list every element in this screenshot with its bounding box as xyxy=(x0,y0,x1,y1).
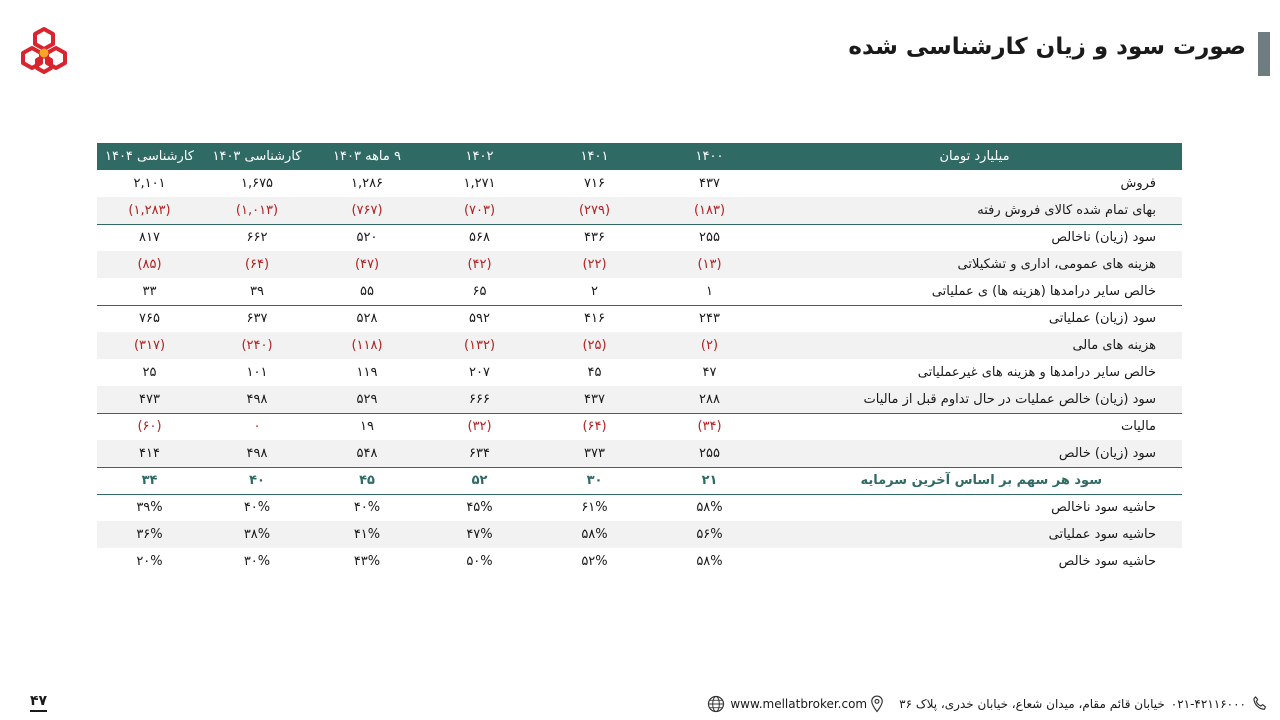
table-cell: ۵۲% xyxy=(581,554,608,569)
table-row xyxy=(97,494,1182,521)
row-label: فروش xyxy=(1120,176,1156,191)
row-label: حاشیه سود عملیاتی xyxy=(1048,527,1156,542)
footer-phone xyxy=(1171,694,1270,714)
footer-address xyxy=(867,694,1171,714)
table-row xyxy=(97,548,1182,575)
table-cell: ۵۵ xyxy=(360,283,374,299)
table-cell: (۲۲) xyxy=(582,257,607,272)
table-cell: ۲۵۵ xyxy=(699,445,720,461)
column-header: میلیارد تومان xyxy=(939,149,1010,164)
table-cell: ۲,۱۰۱ xyxy=(133,176,166,191)
table-cell: ۴۷۳ xyxy=(139,391,160,407)
column-header: ۱۴۰۱ xyxy=(580,149,609,164)
table-cell: ۳۳ xyxy=(142,283,157,299)
table-cell: (۱۸۳) xyxy=(693,202,726,218)
table-cell: ۶۶۲ xyxy=(202,224,312,251)
table-cell: ۵۸% xyxy=(652,494,767,521)
column-header: کارشناسی ۱۴۰۳ xyxy=(212,149,302,164)
table-cell: ۴۰% xyxy=(202,494,312,521)
footer-contact xyxy=(706,692,1270,716)
table-cell: ۳۹% xyxy=(97,494,202,521)
table-cell: ۵۲ xyxy=(422,467,537,494)
table-cell: (۶۴) xyxy=(537,413,652,440)
table-cell: ۴۱% xyxy=(353,527,381,542)
table-cell: ۸۱۷ xyxy=(97,224,202,251)
income-statement-table xyxy=(97,143,1182,575)
column-header: ۱۴۰۲ xyxy=(465,149,494,164)
table-cell: (۶۰) xyxy=(97,413,202,440)
row-label: سود (زیان) خالص xyxy=(1058,445,1156,461)
table-cell: ۳۸% xyxy=(243,527,271,542)
table-cell: ۳۷۳ xyxy=(584,445,605,461)
table-row xyxy=(97,332,1182,359)
page-number: ۴۷ xyxy=(30,692,47,712)
table-row xyxy=(97,305,1182,332)
table-cell: ۱۱۹ xyxy=(356,365,378,380)
page-title: صورت سود و زیان کارشناسی شده xyxy=(848,34,1246,60)
table-row xyxy=(97,278,1182,305)
table-cell: ۲۱ xyxy=(652,467,767,494)
table-cell: ۴۳۶ xyxy=(537,224,652,251)
table-cell: ۶۳۴ xyxy=(469,445,490,461)
table-cell: ۲ xyxy=(591,283,598,299)
table-cell: (۳۱۷) xyxy=(133,338,166,353)
table-cell: ۵۸% xyxy=(581,527,608,542)
table-row xyxy=(97,386,1182,413)
table-row xyxy=(97,440,1182,467)
table-cell: ۵۶% xyxy=(696,527,723,542)
table-cell: (۲۷۹) xyxy=(578,202,611,218)
table-cell: ۴۵ xyxy=(587,365,602,380)
address-text: خیابان قائم مقام، میدان شعاع، خیابان خدری، پلاک ۳۶ xyxy=(899,697,1165,711)
table-cell: ۲۸۸ xyxy=(699,391,720,407)
column-header: کارشناسی ۱۴۰۴ xyxy=(104,149,194,164)
table-cell: ۳۹ xyxy=(250,283,264,299)
table-cell: ۶۶۶ xyxy=(469,391,490,407)
table-cell: ۴۳% xyxy=(353,554,381,569)
table-cell: ۶۵ xyxy=(472,283,487,299)
table-cell: (۶۴) xyxy=(244,257,270,272)
table-cell: ۲۵ xyxy=(142,365,157,380)
table-cell: ۴۳۷ xyxy=(584,391,605,407)
table-cell: ۱۹ xyxy=(312,413,422,440)
column-header: ۱۴۰۰ xyxy=(695,149,724,164)
location-pin-icon xyxy=(867,694,887,714)
globe-icon xyxy=(706,694,726,714)
income-statement-table-wrap xyxy=(97,143,1182,575)
table-cell: (۲) xyxy=(700,338,719,353)
table-cell: (۸۵) xyxy=(137,257,162,272)
table-row xyxy=(97,359,1182,386)
phone-icon xyxy=(1250,694,1270,714)
table-cell: ۴۵ xyxy=(312,467,422,494)
table-cell: ۷۶۵ xyxy=(97,305,202,332)
table-cell: (۴۲) xyxy=(467,257,492,272)
table-row-eps xyxy=(97,467,1182,494)
table-cell: ۷۱۶ xyxy=(584,176,605,191)
table-cell: ۵۲۰ xyxy=(312,224,422,251)
table-cell: ۶۳۷ xyxy=(202,305,312,332)
table-cell: ۶۱% xyxy=(537,494,652,521)
table-row xyxy=(97,521,1182,548)
table-cell: (۴۷) xyxy=(354,257,380,272)
row-label: خالص سایر درامدها و هزینه های غیرعملیاتی xyxy=(917,365,1156,380)
table-cell: ۵۴۸ xyxy=(356,445,378,461)
table-cell: ۴۷% xyxy=(466,527,493,542)
row-label: سود (زیان) عملیاتی xyxy=(767,305,1182,332)
phone-number: ۰۲۱-۴۲۱۱۶۰۰۰ xyxy=(1170,697,1246,711)
table-cell: ۴۱۴ xyxy=(139,445,160,461)
table-cell: ۲۴۳ xyxy=(652,305,767,332)
table-row xyxy=(97,224,1182,251)
table-cell: ۵۶۸ xyxy=(422,224,537,251)
table-row xyxy=(97,251,1182,278)
table-cell: ۴۵% xyxy=(422,494,537,521)
table-cell: ۰ xyxy=(202,413,312,440)
table-cell: (۱۳۲) xyxy=(463,338,496,353)
table-cell: ۴۳۷ xyxy=(699,176,720,191)
table-cell: ۳۴ xyxy=(97,467,202,494)
table-cell: (۱۳) xyxy=(697,257,722,272)
table-row xyxy=(97,197,1182,224)
row-label: سود هر سهم بر اساس آخرین سرمایه xyxy=(767,467,1182,494)
table-cell: (۱,۲۸۳) xyxy=(128,202,171,218)
row-label: مالیات xyxy=(767,413,1182,440)
table-cell: ۲۰۷ xyxy=(469,365,490,380)
table-cell: (۷۰۳) xyxy=(463,202,496,218)
table-cell: ۵۹۲ xyxy=(422,305,537,332)
table-cell: ۲۵۵ xyxy=(652,224,767,251)
row-label: بهای تمام شده کالای فروش رفته xyxy=(977,202,1156,218)
table-cell: ۱ xyxy=(706,283,713,299)
table-cell: ۱,۶۷۵ xyxy=(240,176,274,191)
table-cell: ۲۰% xyxy=(136,554,163,569)
table-cell: ۳۰ xyxy=(537,467,652,494)
row-label: سود (زیان) ناخالص xyxy=(767,224,1182,251)
table-row xyxy=(97,170,1182,197)
footer-website[interactable] xyxy=(706,694,867,714)
table-cell: ۵۰% xyxy=(466,554,493,569)
table-cell: ۴۰% xyxy=(312,494,422,521)
row-label: حاشیه سود خالص xyxy=(1058,554,1156,569)
table-cell: ۱۰۱ xyxy=(246,365,268,380)
row-label: هزینه های عمومی، اداری و تشکیلاتی xyxy=(957,257,1156,272)
table-cell: ۴۰ xyxy=(202,467,312,494)
table-cell: (۲۴۰) xyxy=(241,338,273,353)
table-row xyxy=(97,413,1182,440)
table-cell: ۴۷ xyxy=(702,365,717,380)
title-accent-bar xyxy=(1258,32,1270,76)
table-cell: ۴۹۸ xyxy=(246,391,268,407)
table-header-row xyxy=(97,143,1182,170)
table-cell: ۱,۲۷۱ xyxy=(463,176,496,191)
table-cell: (۷۶۷) xyxy=(351,202,383,218)
row-label: حاشیه سود ناخالص xyxy=(767,494,1182,521)
table-cell: ۵۲۹ xyxy=(356,391,378,407)
row-label: سود (زیان) خالص عملیات در حال تداوم قبل از مالیات xyxy=(863,391,1156,407)
table-cell: ۵۸% xyxy=(696,554,723,569)
table-cell: ۵۲۸ xyxy=(312,305,422,332)
company-logo xyxy=(20,26,68,76)
table-cell: (۲۵) xyxy=(582,338,607,353)
column-header: ۹ ماهه ۱۴۰۳ xyxy=(333,149,401,164)
table-cell: ۴۹۸ xyxy=(246,445,268,461)
table-cell: ۳۶% xyxy=(136,527,163,542)
table-cell: (۱۱۸) xyxy=(351,338,383,353)
table-cell: (۳۲) xyxy=(422,413,537,440)
table-cell: ۱,۲۸۶ xyxy=(350,176,384,191)
table-cell: ۳۰% xyxy=(243,554,271,569)
table-cell: (۱,۰۱۳) xyxy=(235,202,279,218)
website-link[interactable]: www.mellatbroker.com xyxy=(730,697,868,711)
table-cell: (۳۴) xyxy=(652,413,767,440)
row-label: خالص سایر درامدها (هزینه ها) ی عملیاتی xyxy=(931,283,1156,299)
table-cell: ۴۱۶ xyxy=(537,305,652,332)
row-label: هزینه های مالی xyxy=(1072,338,1156,353)
